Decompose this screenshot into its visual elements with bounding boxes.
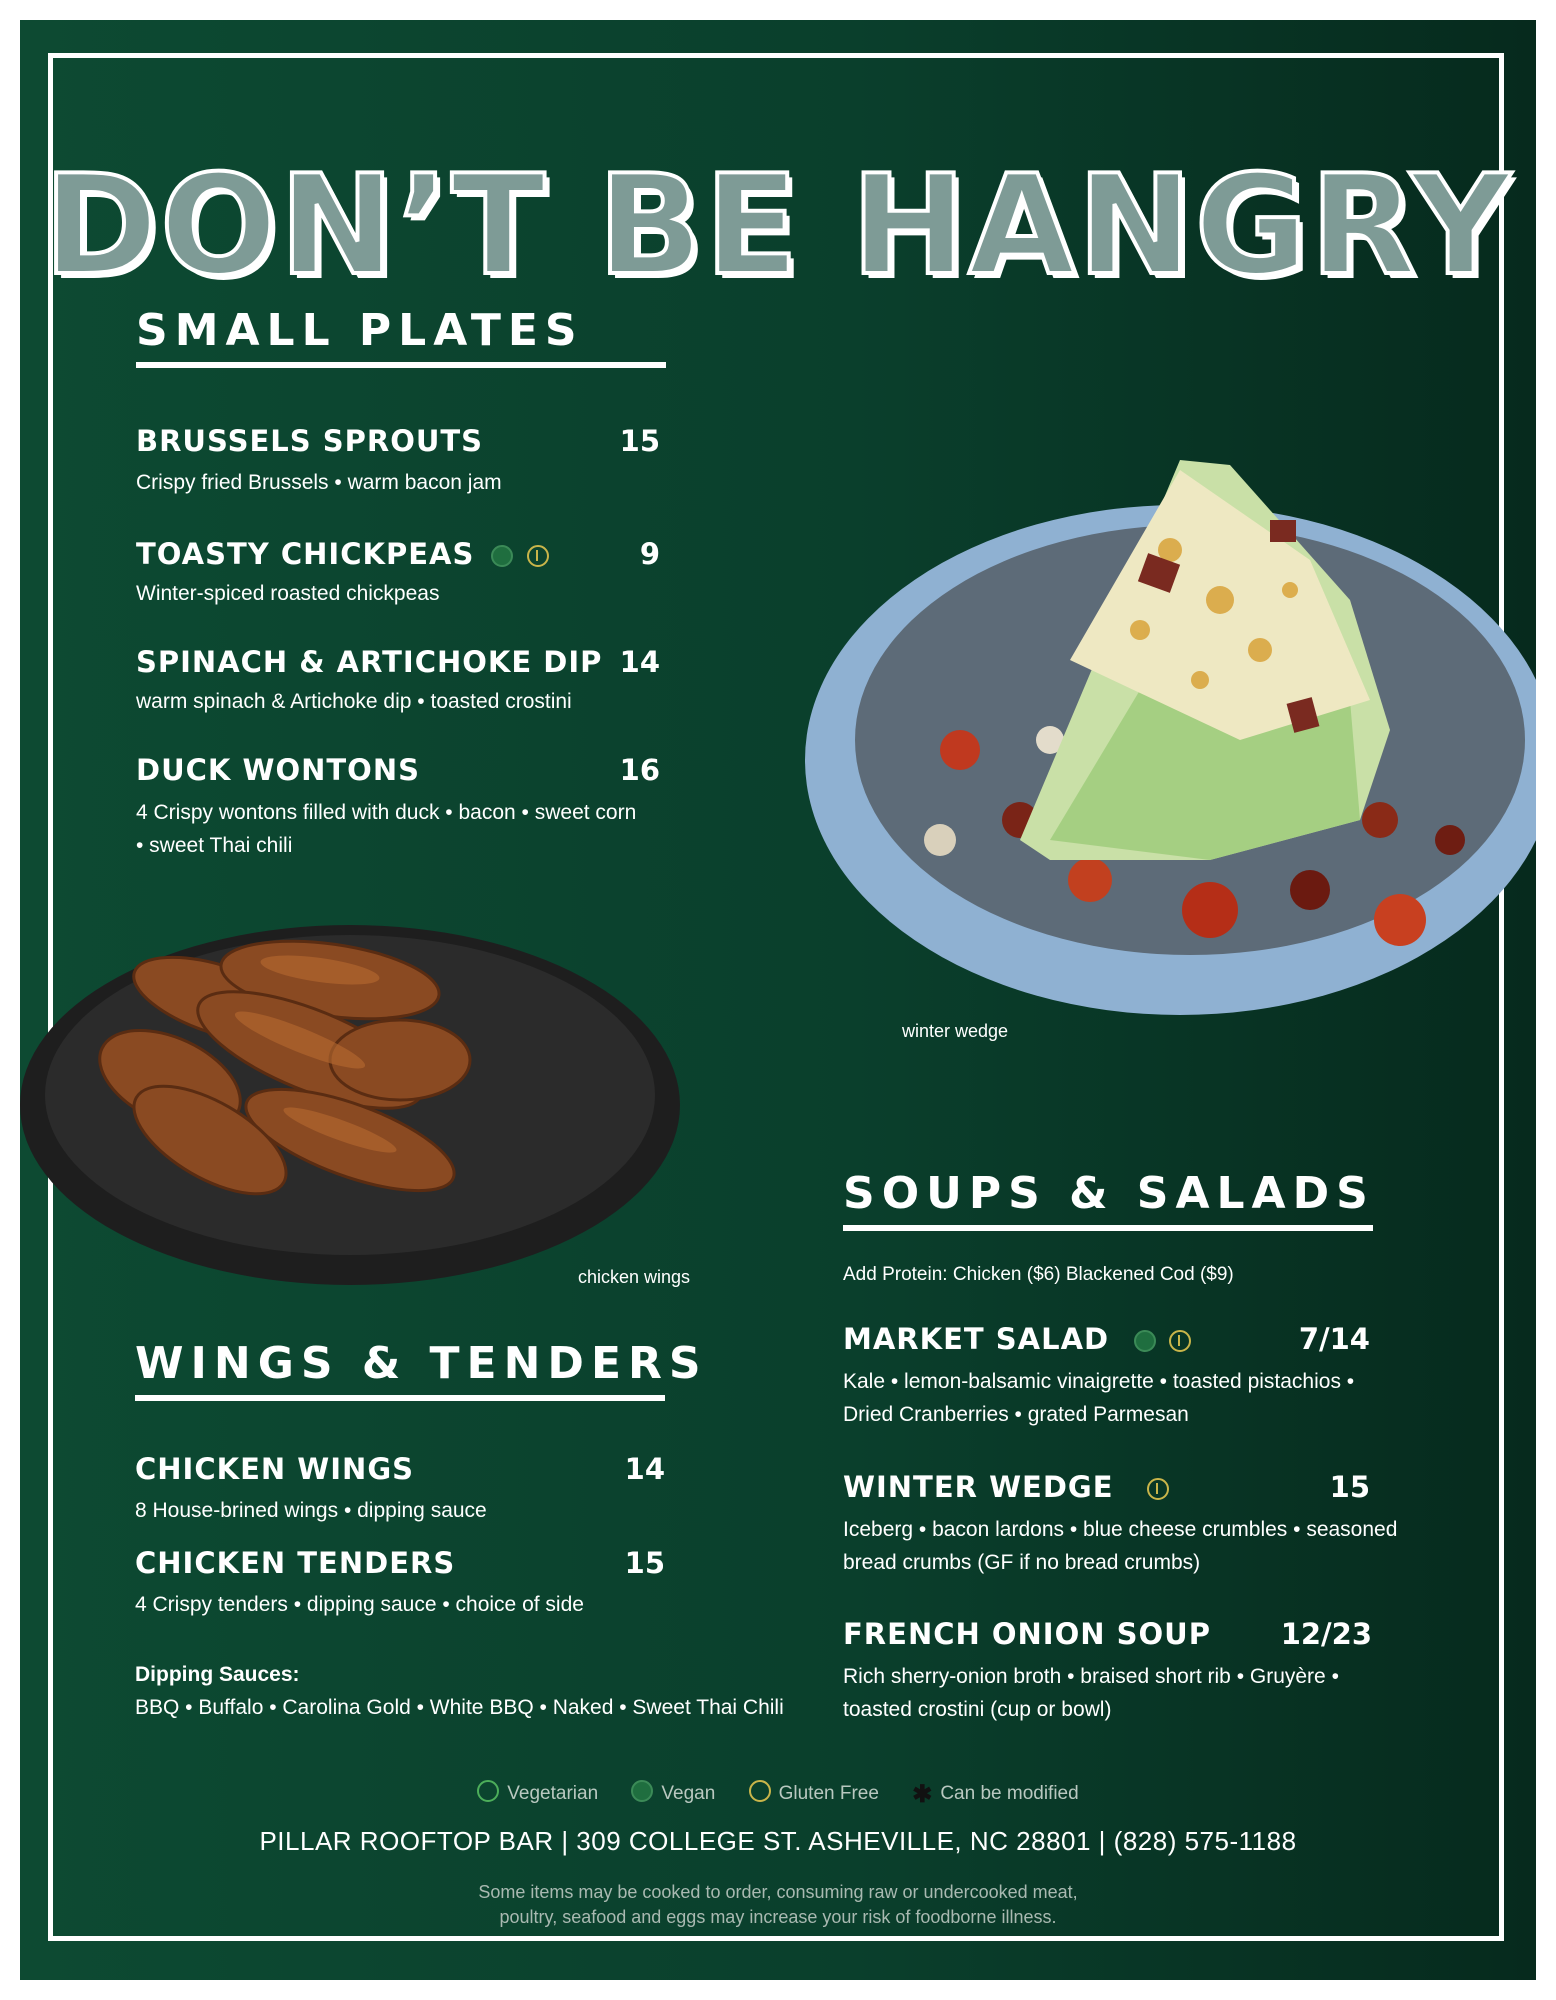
small-plates-heading: SMALL PLATES <box>136 305 584 356</box>
desc-duck-wontons-line1: 4 Crispy wontons filled with duck • bacon • sweet corn <box>136 801 637 824</box>
winter-wedge-caption: winter wedge <box>902 1021 1009 1041</box>
dietary-legend <box>20 1780 1536 1809</box>
desc-chicken-wings: 8 House-brined wings • dipping sauce <box>135 1499 487 1522</box>
price-spinach-artichoke-dip: 14 <box>619 645 660 679</box>
item-market-salad <box>843 1322 1191 1356</box>
desc-brussels-sprouts: Crispy fried Brussels • warm bacon jam <box>136 471 502 494</box>
price-market-salad: 7/14 <box>1298 1322 1370 1356</box>
vegetarian-icon <box>477 1780 499 1802</box>
item-toasty-chickpeas-label: TOASTY CHICKPEAS <box>136 537 475 571</box>
price-chicken-wings: 14 <box>624 1452 665 1486</box>
price-toasty-chickpeas: 9 <box>639 537 660 571</box>
wings-tenders-heading: WINGS & TENDERS <box>135 1338 708 1389</box>
wings-tenders-rule <box>135 1395 665 1401</box>
desc-winter-wedge-line2: bread crumbs (GF if no bread crumbs) <box>843 1551 1201 1574</box>
desc-winter-wedge-line1: Iceberg • bacon lardons • blue cheese crumbles • seasoned <box>843 1518 1398 1541</box>
gluten-free-icon <box>1147 1478 1169 1500</box>
menu-title: DON’T BE HANGRY <box>43 145 1513 306</box>
item-winter-wedge-label: WINTER WEDGE <box>843 1470 1114 1504</box>
dipping-sauces-list: BBQ • Buffalo • Carolina Gold • White BBQ • Naked • Sweet Thai Chili <box>135 1696 784 1719</box>
price-french-onion-soup: 12/23 <box>1280 1617 1372 1651</box>
desc-french-onion-soup-line2: toasted crostini (cup or bowl) <box>843 1698 1112 1721</box>
item-french-onion-soup: FRENCH ONION SOUP <box>843 1617 1211 1651</box>
chicken-wings-caption: chicken wings <box>578 1267 691 1287</box>
price-duck-wontons: 16 <box>619 753 660 787</box>
soups-salads-heading: SOUPS & SALADS <box>843 1168 1375 1219</box>
gluten-free-icon <box>527 545 549 567</box>
item-brussels-sprouts: BRUSSELS SPROUTS <box>136 424 484 458</box>
item-spinach-artichoke-dip: SPINACH & ARTICHOKE DIP <box>136 645 603 679</box>
menu-page <box>20 20 1536 1980</box>
price-winter-wedge: 15 <box>1329 1470 1370 1504</box>
food-safety-disclaimer <box>20 1880 1536 1930</box>
dipping-sauces-label: Dipping Sauces: <box>135 1663 300 1686</box>
item-duck-wontons: DUCK WONTONS <box>136 753 420 787</box>
legend-vegetarian: Vegetarian <box>477 1783 603 1804</box>
item-winter-wedge <box>843 1470 1169 1504</box>
price-brussels-sprouts: 15 <box>619 424 660 458</box>
gluten-free-icon <box>1169 1330 1191 1352</box>
small-plates-rule <box>136 362 666 368</box>
legend-modifiable: ✱ Can be modified <box>912 1781 1079 1808</box>
desc-market-salad-line2: Dried Cranberries • grated Parmesan <box>843 1403 1189 1426</box>
item-chicken-tenders: CHICKEN TENDERS <box>135 1546 456 1580</box>
asterisk-icon: ✱ <box>912 1781 933 1808</box>
gluten-free-icon <box>749 1780 771 1802</box>
add-protein-note: Add Protein: Chicken ($6) Blackened Cod ($9) <box>843 1264 1234 1285</box>
winter-wedge-photo <box>790 440 1536 1050</box>
disclaimer-line2: poultry, seafood and eggs may increase your risk of foodborne illness. <box>499 1907 1057 1927</box>
price-chicken-tenders: 15 <box>624 1546 665 1580</box>
vegan-icon <box>491 545 513 567</box>
desc-spinach-artichoke-dip: warm spinach & Artichoke dip • toasted crostini <box>136 690 572 713</box>
item-toasty-chickpeas <box>136 537 549 571</box>
desc-french-onion-soup-line1: Rich sherry-onion broth • braised short rib • Gruyère • <box>843 1665 1339 1688</box>
chicken-wings-photo <box>20 890 680 1300</box>
vegan-icon <box>1134 1330 1156 1352</box>
desc-toasty-chickpeas: Winter-spiced roasted chickpeas <box>136 582 440 605</box>
disclaimer-line1: Some items may be cooked to order, consuming raw or undercooked meat, <box>478 1882 1078 1902</box>
item-chicken-wings: CHICKEN WINGS <box>135 1452 415 1486</box>
desc-duck-wontons-line2: • sweet Thai chili <box>136 834 293 857</box>
legend-gluten-free: Gluten Free <box>749 1783 885 1804</box>
restaurant-address: PILLAR ROOFTOP BAR | 309 COLLEGE ST. ASHEVILLE, NC 28801 | (828) 575-1188 <box>259 1826 1297 1856</box>
legend-vegan: Vegan <box>631 1783 720 1804</box>
desc-market-salad-line1: Kale • lemon-balsamic vinaigrette • toasted pistachios • <box>843 1370 1355 1393</box>
desc-chicken-tenders: 4 Crispy tenders • dipping sauce • choice of side <box>135 1593 584 1616</box>
soups-salads-rule <box>843 1225 1373 1231</box>
item-market-salad-label: MARKET SALAD <box>843 1322 1110 1356</box>
vegan-icon <box>631 1780 653 1802</box>
